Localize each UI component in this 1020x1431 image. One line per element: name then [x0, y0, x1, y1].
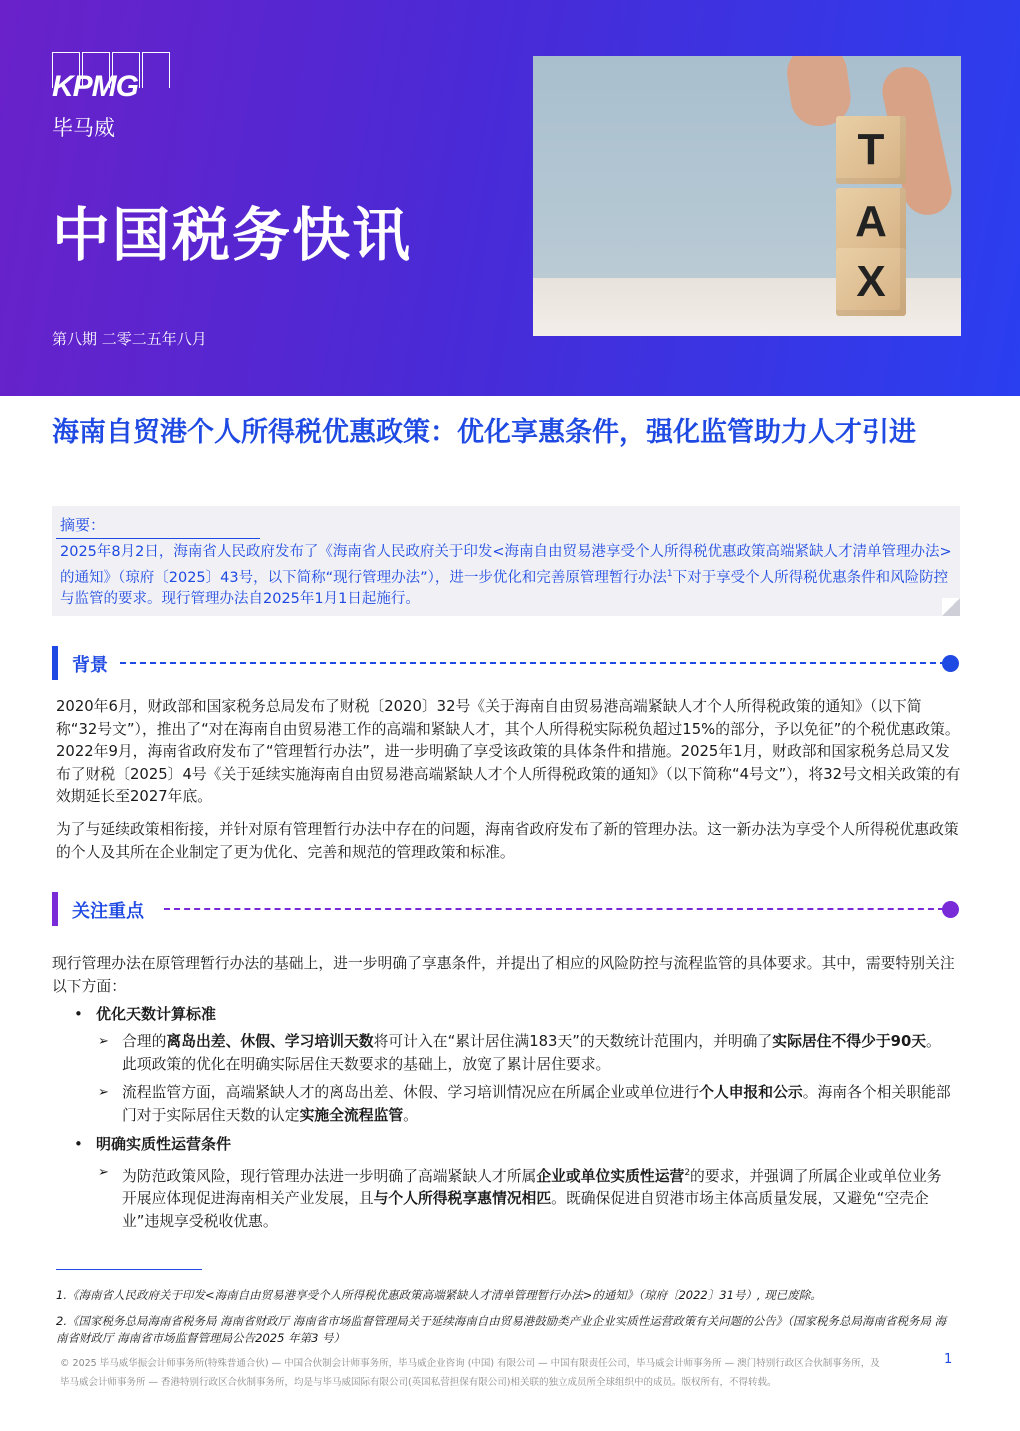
- cube-letter: T: [836, 116, 906, 184]
- header-banner: [0, 0, 1020, 396]
- bullet-item: • 明确实质性运营条件: [74, 1135, 232, 1153]
- legal-notice-line-2: 毕马威会计师事务所 — 香港特别行政区合伙制事务所，均是与毕马威国际有限公司(英国私营担保有限公司)相关联的独立成员所全球组织中的成员。版权所有，不得转载。: [60, 1377, 777, 1388]
- section-dot: [942, 901, 959, 918]
- page-curl-decoration: [942, 598, 960, 616]
- section-header-background: [52, 646, 964, 680]
- arrow-bullet-icon: ➢: [98, 1085, 109, 1100]
- arrow-bullet-icon: ➢: [98, 1034, 109, 1049]
- arrow-bullet-icon: ➢: [98, 1165, 109, 1180]
- background-paragraph-1: 2020年6月，财政部和国家税务总局发布了财税〔2020〕32号《关于海南自由贸易港高端紧缺人才个人所得税政策的通知》（以下简称“32号文”），推出了“对在海南自由贸易港工作的高端和紧缺人才，其个人所得税实际税负超过15%的部分，予以免征”的个税优惠政策。2022年9月，海南省政府发布了“管理暂行办法”，进一步明确了享受该政策的具体条件和措施。2025年1月，财政部和国家税务总局又发布了财税〔2025〕4号《关于延续实施海南自由贸易港高端紧缺人才个人所得税政策的通知》（以下简称“4号文”），将32号文相关政策的有效期延长至2027年底。: [56, 698, 961, 805]
- sub-item: [98, 1031, 962, 1077]
- focus-intro: 现行管理办法在原管理暂行办法的基础上，进一步明确了享惠条件，并提出了相应的风险防控与流程监管的具体要求。其中，需要特别关注以下方面：: [52, 955, 955, 995]
- section-bar: [52, 892, 58, 926]
- sub-item-text: 流程监管方面，高端紧缺人才的离岛出差、休假、学习培训情况应在所属企业或单位进行个人申报和公示。海南各个相关职能部门对于实际居住天数的认定实施全流程监管。: [122, 1084, 951, 1124]
- cube-letter: A: [836, 188, 906, 256]
- sub-item-text: 合理的离岛出差、休假、学习培训天数将可计入在“累计居住满183天”的天数统计范围内，并明确了实际居住不得少于90天。此项政策的优化在明确实际居住天数要求的基础上，放宽了累计居住要求。: [122, 1033, 941, 1073]
- bullet-item: • 优化天数计算标准: [74, 1005, 217, 1023]
- section-dash-line: [120, 662, 946, 664]
- article-title: 海南自贸港个人所得税优惠政策：优化享惠条件，强化监管助力人才引进: [52, 417, 916, 448]
- section-title: 背景: [72, 655, 108, 676]
- publication-title: 中国税务快讯: [52, 201, 413, 269]
- logo-chinese-name: 毕马威: [52, 116, 115, 140]
- tax-cubes-photo: [533, 56, 961, 336]
- abstract-underline: [56, 538, 260, 539]
- page-number: 1: [944, 1352, 953, 1367]
- abstract-box: [52, 506, 960, 616]
- issue-date: 第八期 二零二五年八月: [52, 330, 207, 348]
- abstract-text: 2025年8月2日，海南省人民政府发布了《海南省人民政府关于印发<海南自由贸易港享受个人所得税优惠政策高端紧缺人才清单管理办法>的通知》（琼府〔2025〕43号，以下简称“现行管理办法”），进一步优化和完善原管理暂行办法$^1$下对于享受个人所得税优惠条件和风险防控与监管的要求。现行管理办法自2025年1月1日起施行。: [60, 544, 952, 607]
- kpmg-logo: [52, 52, 170, 103]
- section-title: 关注重点: [72, 901, 144, 922]
- cube-letter: X: [836, 248, 906, 316]
- logo-wordmark: KPMG: [52, 70, 138, 103]
- sub-item: [98, 1162, 962, 1230]
- legal-notice-line-1: © 2025 毕马威华振会计师事务所(特殊普通合伙) — 中国合伙制会计师事务所，毕马威企业咨询 (中国) 有限公司 — 中国有限责任公司，毕马威会计师事务所 — 澳门特别行政区合伙制事务所，及: [60, 1358, 880, 1369]
- sub-item: [98, 1082, 962, 1128]
- footnote-rule: [56, 1269, 202, 1270]
- sub-item-text: 为防范政策风险，现行管理办法进一步明确了高端紧缺人才所属企业或单位实质性运营$^2$的要求，并强调了所属企业或单位业务开展应体现促进海南相关产业发展，且与个人所得税享惠情况相匹。既确保促进自贸港市场主体高质量发展，又避免“空壳企业”违规享受税收优惠。: [122, 1167, 942, 1230]
- section-bar: [52, 646, 58, 680]
- footnote-2: 2.《国家税务总局海南省税务局 海南省财政厅 海南省市场监督管理局关于延续海南自由贸易港鼓励类产业企业实质性运营政策有关问题的公告》（国家税务总局海南省税务局 海南省财政厅 海南省市场监督管理局公告2025 年第3 号）: [56, 1314, 947, 1345]
- section-dot: [942, 655, 959, 672]
- section-dash-line: [164, 908, 944, 910]
- section-header-focus: [52, 892, 964, 926]
- footnote-ref-1: 1: [666, 568, 673, 579]
- background-paragraph-2: 为了与延续政策相衔接，并针对原有管理暂行办法中存在的问题，海南省政府发布了新的管理办法。这一新办法为享受个人所得税优惠政策的个人及其所在企业制定了更为优化、完善和规范的管理政策和标准。: [56, 821, 959, 861]
- footnote-1: 1.《海南省人民政府关于印发<海南自由贸易港享受个人所得税优惠政策高端紧缺人才清单管理暂行办法>的通知》（琼府〔2022〕31号）, 现已废除。: [56, 1288, 822, 1302]
- abstract-label: 摘要：: [60, 516, 106, 534]
